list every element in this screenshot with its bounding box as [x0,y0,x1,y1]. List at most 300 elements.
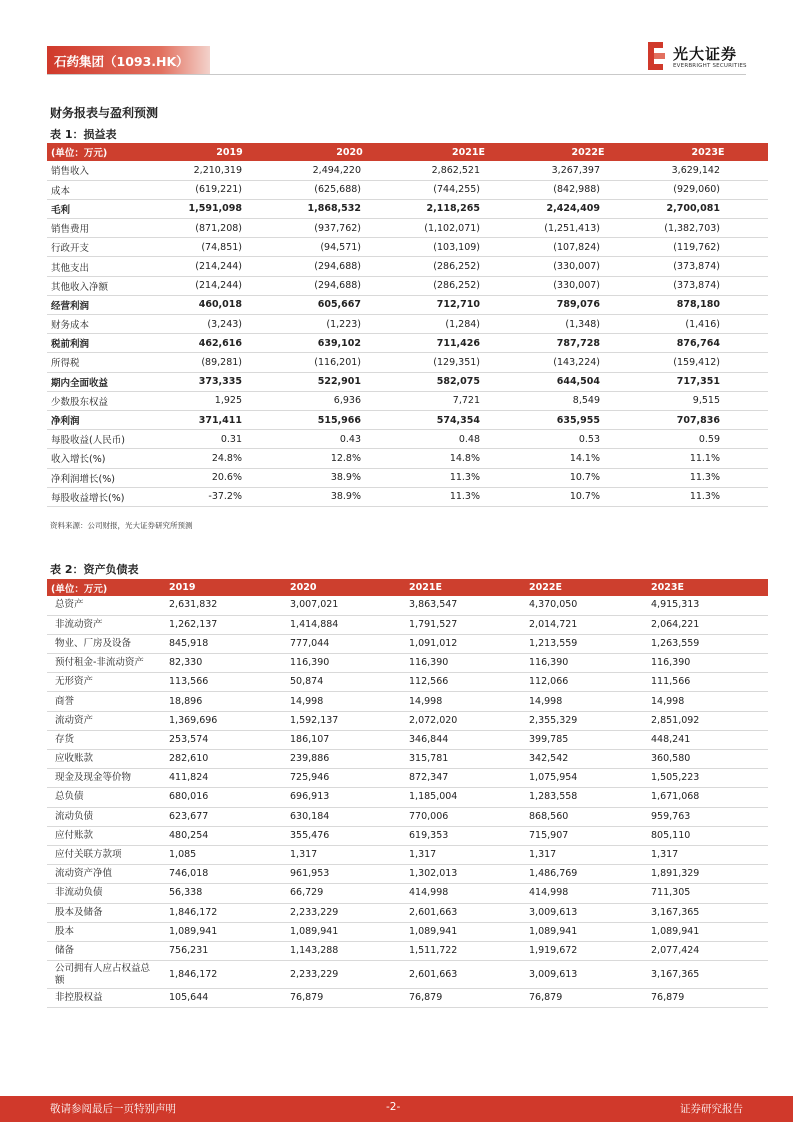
value-cell: 2,631,832 [165,596,286,615]
row-label: 现金及现金等价物 [47,769,165,788]
value-cell: 3,167,365 [647,903,768,922]
table1-year-header: 2019 [216,146,243,158]
balance-row [47,961,768,989]
value-cell: 1,505,223 [647,769,768,788]
row-label: 销售收入 [47,161,169,180]
value-cell: 1,089,941 [165,922,286,941]
row-label: 少数股东权益 [47,391,169,410]
table1-unit-label: (单位：万元) [51,148,108,159]
table2-year-header: 2019 [169,582,196,593]
value-cell: 1,671,068 [647,788,768,807]
value-cell: 0.31 [169,430,290,449]
table2-year-header: 2022E [529,582,562,593]
income-row [47,353,768,372]
value-cell: 4,370,050 [525,596,647,615]
balance-row [47,596,768,615]
balance-row [47,788,768,807]
balance-row [47,769,768,788]
value-cell: 2,072,020 [405,711,525,730]
value-cell: 1,262,137 [165,615,286,634]
value-cell: 66,729 [286,884,405,903]
value-cell: 315,781 [405,750,525,769]
value-cell: (116,201) [290,353,409,372]
balance-row [47,673,768,692]
value-cell: 0.53 [528,430,648,449]
value-cell: 1,868,532 [290,199,409,218]
value-cell: 2,601,663 [405,903,525,922]
value-cell: (1,284) [409,315,528,334]
value-cell: 717,351 [648,372,768,391]
value-cell: 1,791,527 [405,615,525,634]
value-cell: 3,267,397 [528,161,648,180]
footer-report-type: 证券研究报告 [680,1103,743,1115]
value-cell: 582,075 [409,372,528,391]
value-cell: 2,601,663 [405,961,525,989]
value-cell: 2,494,220 [290,161,409,180]
value-cell: 76,879 [286,989,405,1008]
value-cell: 116,390 [405,654,525,673]
table1-source: 资料来源：公司财报，光大证券研究所预测 [50,521,193,530]
value-cell: (3,243) [169,315,290,334]
value-cell: 522,901 [290,372,409,391]
value-cell: (143,224) [528,353,648,372]
value-cell: (1,348) [528,315,648,334]
value-cell: 253,574 [165,730,286,749]
value-cell: (625,688) [290,180,409,199]
row-label: 商誉 [47,692,165,711]
value-cell: 1,891,329 [647,865,768,884]
value-cell: 480,254 [165,826,286,845]
value-cell: 707,836 [648,410,768,429]
value-cell: 11.3% [648,468,768,487]
value-cell: 574,354 [409,410,528,429]
table2-year-header: 2021E [409,582,442,593]
value-cell: 2,424,409 [528,199,648,218]
value-cell: 116,390 [647,654,768,673]
value-cell: (929,060) [648,180,768,199]
value-cell: 959,763 [647,807,768,826]
value-cell: 371,411 [169,410,290,429]
value-cell: 0.43 [290,430,409,449]
value-cell: (129,351) [409,353,528,372]
value-cell: 11.3% [409,487,528,506]
balance-row [47,807,768,826]
value-cell: 0.59 [648,430,768,449]
value-cell: 1,846,172 [165,961,286,989]
table1-year-header: 2023E [691,146,725,158]
row-label: 公司拥有人应占权益总额 [47,961,165,989]
row-label: 股本及储备 [47,903,165,922]
value-cell: (103,109) [409,238,528,257]
value-cell: 14,998 [647,692,768,711]
value-cell: 805,110 [647,826,768,845]
logo-english-name: EVERBRIGHT SECURITIES [673,63,747,69]
row-label: 期内全面收益 [47,372,169,391]
value-cell: 1,091,012 [405,634,525,653]
value-cell: 2,700,081 [648,199,768,218]
value-cell: 113,566 [165,673,286,692]
value-cell: 715,907 [525,826,647,845]
value-cell: 2,118,265 [409,199,528,218]
value-cell: (159,412) [648,353,768,372]
value-cell: 1,317 [647,845,768,864]
value-cell: (286,252) [409,257,528,276]
value-cell: 414,998 [525,884,647,903]
value-cell: 2,851,092 [647,711,768,730]
value-cell: 3,629,142 [648,161,768,180]
company-title: 石药集团（1093.HK） [54,54,189,69]
value-cell: (330,007) [528,257,648,276]
value-cell: 6,936 [290,391,409,410]
balance-row [47,730,768,749]
value-cell: 1,511,722 [405,941,525,960]
value-cell: 1,089,941 [286,922,405,941]
value-cell: 1,089,941 [647,922,768,941]
row-label: 存货 [47,730,165,749]
value-cell: 11.3% [409,468,528,487]
value-cell: 18,896 [165,692,286,711]
value-cell: 639,102 [290,334,409,353]
value-cell: 14.1% [528,449,648,468]
income-statement-table [47,143,768,507]
value-cell: 9,515 [648,391,768,410]
balance-row [47,750,768,769]
balance-row [47,654,768,673]
value-cell: 1,185,004 [405,788,525,807]
value-cell: 789,076 [528,295,648,314]
value-cell: 1,925 [169,391,290,410]
value-cell: 11.1% [648,449,768,468]
value-cell: (74,851) [169,238,290,257]
value-cell: 20.6% [169,468,290,487]
value-cell: (1,416) [648,315,768,334]
value-cell: 1,302,013 [405,865,525,884]
value-cell: 76,879 [647,989,768,1008]
row-label: 税前利润 [47,334,169,353]
row-label: 流动资产 [47,711,165,730]
value-cell: 876,764 [648,334,768,353]
income-row [47,468,768,487]
row-label: 每股收益(人民币) [47,430,169,449]
value-cell: 239,886 [286,750,405,769]
income-row [47,334,768,353]
value-cell: 1,591,098 [169,199,290,218]
table1-year-header: 2021E [452,146,485,158]
value-cell: (937,762) [290,219,409,238]
value-cell: 605,667 [290,295,409,314]
value-cell: 623,677 [165,807,286,826]
logo-chinese-name: 光大证券 [673,45,738,63]
value-cell: 1,283,558 [525,788,647,807]
value-cell: 186,107 [286,730,405,749]
value-cell: 460,018 [169,295,290,314]
value-cell: 3,007,021 [286,596,405,615]
balance-sheet-table [47,579,768,1008]
row-label: 储备 [47,941,165,960]
value-cell: -37.2% [169,487,290,506]
value-cell: (373,874) [648,276,768,295]
value-cell: 2,862,521 [409,161,528,180]
row-label: 销售费用 [47,219,169,238]
value-cell: (119,762) [648,238,768,257]
value-cell: 8,549 [528,391,648,410]
row-label: 其他支出 [47,257,169,276]
row-label: 非流动资产 [47,615,165,634]
value-cell: (373,874) [648,257,768,276]
value-cell: (744,255) [409,180,528,199]
income-row [47,219,768,238]
table2-year-header: 2020 [290,582,317,593]
table2-year-header: 2023E [651,582,684,593]
table1-year-header: 2022E [571,146,605,158]
value-cell: (619,221) [169,180,290,199]
row-label: 应收账款 [47,750,165,769]
balance-row [47,922,768,941]
value-cell: 111,566 [647,673,768,692]
value-cell: 112,066 [525,673,647,692]
value-cell: 2,233,229 [286,961,405,989]
income-row [47,315,768,334]
value-cell: 112,566 [405,673,525,692]
balance-row [47,634,768,653]
value-cell: 360,580 [647,750,768,769]
value-cell: 2,077,424 [647,941,768,960]
value-cell: (871,208) [169,219,290,238]
value-cell: (89,281) [169,353,290,372]
value-cell: 50,874 [286,673,405,692]
income-row [47,372,768,391]
value-cell: 1,369,696 [165,711,286,730]
value-cell: 787,728 [528,334,648,353]
value-cell: 696,913 [286,788,405,807]
value-cell: (1,382,703) [648,219,768,238]
balance-row [47,826,768,845]
value-cell: 14.8% [409,449,528,468]
value-cell: 11.3% [648,487,768,506]
value-cell: 878,180 [648,295,768,314]
value-cell: 756,231 [165,941,286,960]
value-cell: 2,233,229 [286,903,405,922]
income-row [47,410,768,429]
value-cell: 1,317 [286,845,405,864]
value-cell: 2,355,329 [525,711,647,730]
everbright-logo [646,40,746,74]
value-cell: 1,414,884 [286,615,405,634]
value-cell: 1,213,559 [525,634,647,653]
value-cell: 1,085 [165,845,286,864]
row-label: 非流动负债 [47,884,165,903]
row-label: 无形资产 [47,673,165,692]
row-label: 总资产 [47,596,165,615]
table2-title: 表 2：资产负债表 [50,563,139,576]
value-cell: 777,044 [286,634,405,653]
value-cell: 346,844 [405,730,525,749]
footer-disclaimer: 敬请参阅最后一页特别声明 [50,1103,176,1115]
row-label: 流动负债 [47,807,165,826]
value-cell: 0.48 [409,430,528,449]
value-cell: 399,785 [525,730,647,749]
table1-year-header: 2020 [336,146,363,158]
balance-row [47,903,768,922]
value-cell: 14,998 [525,692,647,711]
value-cell: (1,251,413) [528,219,648,238]
value-cell: 355,476 [286,826,405,845]
row-label: 其他收入净额 [47,276,169,295]
income-row [47,180,768,199]
row-label: 每股收益增长(%) [47,487,169,506]
value-cell: 845,918 [165,634,286,653]
row-label: 总负债 [47,788,165,807]
value-cell: 116,390 [286,654,405,673]
row-label: 股本 [47,922,165,941]
value-cell: 619,353 [405,826,525,845]
value-cell: (214,244) [169,276,290,295]
value-cell: 414,998 [405,884,525,903]
value-cell: 105,644 [165,989,286,1008]
value-cell: 448,241 [647,730,768,749]
value-cell: 770,006 [405,807,525,826]
value-cell: 1,317 [405,845,525,864]
row-label: 非控股权益 [47,989,165,1008]
value-cell: 680,016 [165,788,286,807]
page-number: -2- [386,1101,401,1113]
value-cell: 116,390 [525,654,647,673]
row-label: 毛利 [47,199,169,218]
row-label: 应付账款 [47,826,165,845]
value-cell: 3,167,365 [647,961,768,989]
value-cell: 725,946 [286,769,405,788]
value-cell: 711,305 [647,884,768,903]
value-cell: 4,915,313 [647,596,768,615]
value-cell: 630,184 [286,807,405,826]
value-cell: 462,616 [169,334,290,353]
balance-row [47,989,768,1008]
value-cell: 76,879 [525,989,647,1008]
income-row [47,449,768,468]
row-label: 所得税 [47,353,169,372]
value-cell: 868,560 [525,807,647,826]
value-cell: (1,223) [290,315,409,334]
value-cell: 1,089,941 [525,922,647,941]
value-cell: (294,688) [290,276,409,295]
value-cell: 12.8% [290,449,409,468]
value-cell: (842,988) [528,180,648,199]
value-cell: (330,007) [528,276,648,295]
value-cell: (94,571) [290,238,409,257]
table1-title: 表 1：损益表 [50,128,117,141]
value-cell: 1,089,941 [405,922,525,941]
row-label: 流动资产净值 [47,865,165,884]
value-cell: 3,009,613 [525,903,647,922]
row-label: 应付关联方款项 [47,845,165,864]
table1-header-row [47,143,768,161]
value-cell: 38.9% [290,487,409,506]
value-cell: 2,064,221 [647,615,768,634]
balance-row [47,711,768,730]
value-cell: 282,610 [165,750,286,769]
value-cell: 2,210,319 [169,161,290,180]
income-row [47,257,768,276]
table2-unit-label: (单位：万元) [51,583,108,595]
value-cell: 38.9% [290,468,409,487]
value-cell: 515,966 [290,410,409,429]
value-cell: 14,998 [286,692,405,711]
value-cell: 1,263,559 [647,634,768,653]
value-cell: 644,504 [528,372,648,391]
row-label: 行政开支 [47,238,169,257]
value-cell: 24.8% [169,449,290,468]
header-divider [47,74,746,75]
value-cell: (294,688) [290,257,409,276]
value-cell: 2,014,721 [525,615,647,634]
value-cell: 635,955 [528,410,648,429]
value-cell: 10.7% [528,468,648,487]
value-cell: 10.7% [528,487,648,506]
value-cell: 14,998 [405,692,525,711]
value-cell: 711,426 [409,334,528,353]
income-row [47,238,768,257]
row-label: 经营利润 [47,295,169,314]
value-cell: 3,009,613 [525,961,647,989]
row-label: 预付租金-非流动资产 [47,654,165,673]
value-cell: 961,953 [286,865,405,884]
income-row [47,276,768,295]
value-cell: 872,347 [405,769,525,788]
value-cell: 7,721 [409,391,528,410]
income-row [47,430,768,449]
value-cell: 1,592,137 [286,711,405,730]
row-label: 净利润增长(%) [47,468,169,487]
balance-row [47,941,768,960]
value-cell: (214,244) [169,257,290,276]
balance-row [47,884,768,903]
row-label: 收入增长(%) [47,449,169,468]
balance-row [47,692,768,711]
income-row [47,199,768,218]
income-row [47,487,768,506]
value-cell: 746,018 [165,865,286,884]
income-row [47,295,768,314]
value-cell: 1,317 [525,845,647,864]
value-cell: (1,102,071) [409,219,528,238]
value-cell: 1,075,954 [525,769,647,788]
balance-row [47,615,768,634]
value-cell: 1,486,769 [525,865,647,884]
value-cell: 76,879 [405,989,525,1008]
row-label: 成本 [47,180,169,199]
value-cell: 373,335 [169,372,290,391]
value-cell: 411,824 [165,769,286,788]
value-cell: 342,542 [525,750,647,769]
table2-header-row [47,579,768,596]
value-cell: 1,143,288 [286,941,405,960]
row-label: 净利润 [47,410,169,429]
value-cell: 712,710 [409,295,528,314]
balance-row [47,845,768,864]
income-row [47,391,768,410]
value-cell: 82,330 [165,654,286,673]
value-cell: 1,846,172 [165,903,286,922]
value-cell: (286,252) [409,276,528,295]
value-cell: 56,338 [165,884,286,903]
value-cell: 1,919,672 [525,941,647,960]
row-label: 物业、厂房及设备 [47,634,165,653]
section-title: 财务报表与盈利预测 [50,106,159,120]
income-row [47,161,768,180]
value-cell: (107,824) [528,238,648,257]
everbright-logo-icon [646,42,666,70]
balance-row [47,865,768,884]
